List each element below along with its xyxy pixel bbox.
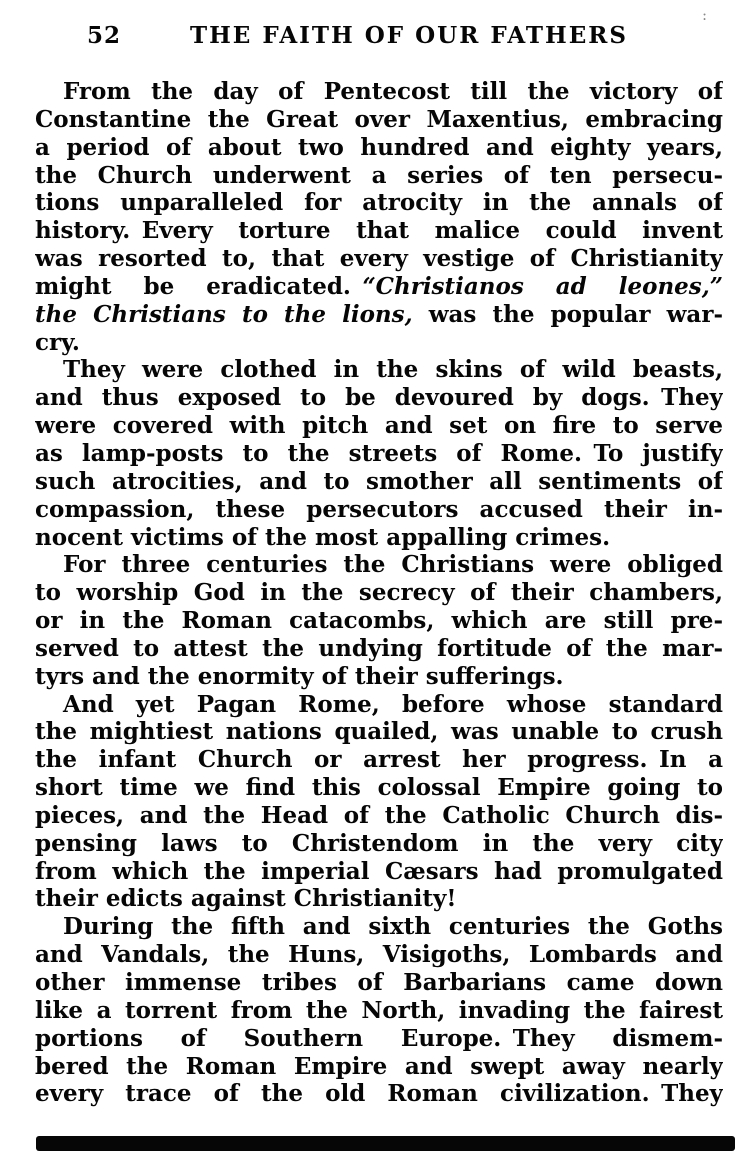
text-line: During the fifth and sixth centuries the Goths [63, 913, 723, 941]
text-line: bered the Roman Empire and swept away nearly [35, 1052, 723, 1080]
text-line: pensing laws to Christendom in the very city [35, 829, 723, 857]
running-title: THE FAITH OF OUR FATHERS [189, 22, 629, 49]
text-line: For three centuries the Christians were obliged [63, 551, 723, 579]
text-line: tyrs and the enormity of their sufferings. [35, 662, 564, 690]
text-line: from which the imperial Cæsars had promulgated [35, 857, 723, 885]
text-line: a period of about two hundred and eighty years, [35, 133, 723, 161]
text-line: the Church underwent a series of ten persecu- [35, 161, 723, 189]
text-line: the mightiest nations quailed, was unable to crush [35, 718, 723, 746]
text-line: or in the Roman catacombs, which are still pre- [35, 607, 723, 635]
page-number: 52 [87, 22, 122, 49]
scan-artifact-bar [36, 1136, 735, 1151]
text-line: pieces, and the Head of the Catholic Church dis- [35, 801, 723, 829]
text-line: served to attest the undying fortitude of the mar- [35, 634, 723, 662]
text-line: every trace of the old Roman civilization. They [35, 1080, 723, 1108]
text-line: and Vandals, the Huns, Visigoths, Lombards and [35, 941, 723, 969]
text-line: They were clothed in the skins of wild beasts, [63, 356, 723, 384]
text-line: and thus exposed to be devoured by dogs. They [35, 384, 723, 412]
text-line: as lamp-posts to the streets of Rome. To justify [35, 439, 723, 467]
text-line: And yet Pagan Rome, before whose standard [63, 690, 723, 718]
text-line: history. Every torture that malice could invent [35, 217, 723, 245]
text-line: nocent victims of the most appalling crimes. [35, 523, 611, 551]
text-line: compassion, these persecutors accused their in- [35, 495, 723, 523]
running-header [35, 22, 723, 50]
text-line: Constantine the Great over Maxentius, embracing [35, 105, 723, 133]
text-line: to worship God in the secrecy of their chambers, [35, 579, 723, 607]
text-line: were covered with pitch and set on fire to serve [35, 412, 723, 440]
text-line: such atrocities, and to smother all sentiments of [35, 467, 723, 495]
text-line: like a torrent from the North, invading the fairest [35, 996, 723, 1024]
text-line: might be eradicated. “Christianos ad leones,” [35, 272, 723, 300]
text-line: From the day of Pentecost till the victory of [63, 78, 723, 105]
text-line: portions of Southern Europe. They dismem- [35, 1024, 723, 1052]
scan-speck-icon: : [702, 6, 708, 24]
text-block [35, 78, 723, 1108]
text-line: tions unparalleled for atrocity in the annals of [35, 189, 723, 217]
text-line: their edicts against Christianity! [35, 885, 457, 913]
text-line: other immense tribes of Barbarians came down [35, 969, 723, 996]
text-line: the Christians to the lions, was the popular war- [35, 300, 723, 328]
text-line: was resorted to, that every vestige of Christianity [35, 245, 723, 273]
text-line: the infant Church or arrest her progress. In a [35, 746, 723, 774]
text-line: short time we find this colossal Empire going to [35, 774, 723, 802]
text-line: cry. [35, 328, 80, 356]
